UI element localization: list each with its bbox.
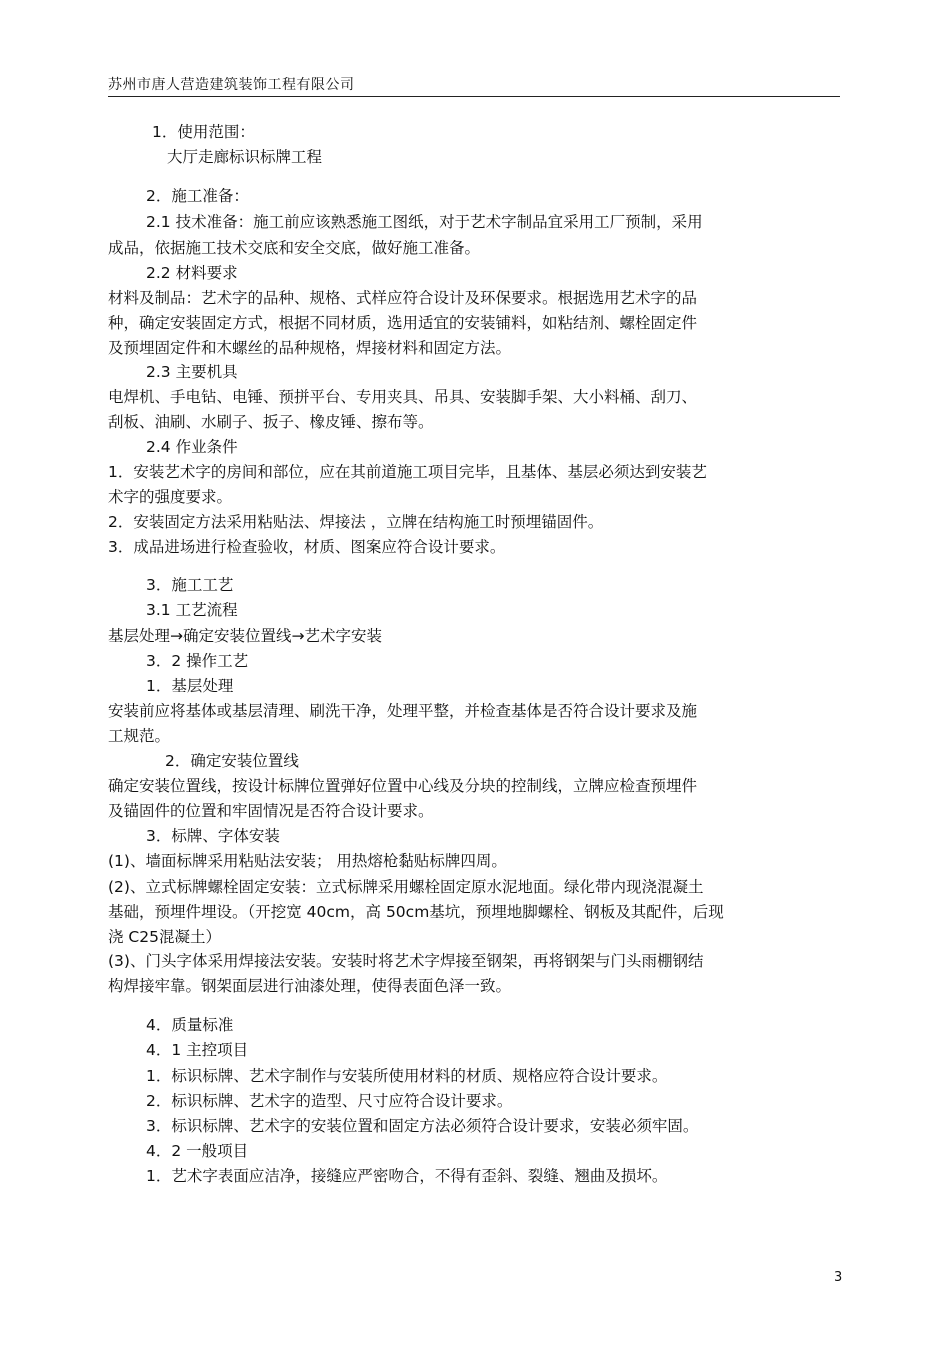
section-heading: 4．质量标准 xyxy=(146,1016,234,1034)
company-name: 苏州市唐人营造建筑装饰工程有限公司 xyxy=(108,77,355,93)
list-item: 1．标识标牌、艺术字制作与安装所使用材料的材质、规格应符合设计要求。 xyxy=(146,1067,668,1085)
paragraph-line: 基层处理→确定安装位置线→艺术字安装 xyxy=(108,627,382,645)
paragraph-line: 大厅走廊标识标牌工程 xyxy=(167,148,323,166)
list-item: 1．艺术字表面应洁净，接缝应严密吻合，不得有歪斜、裂缝、翘曲及损坏。 xyxy=(146,1167,668,1185)
list-item: 3．标识标牌、艺术字的安装位置和固定方法必须符合设计要求，安装必须牢固。 xyxy=(146,1117,699,1135)
subsection-heading: 2.2 材料要求 xyxy=(146,264,238,282)
paragraph-line: 基础，预埋件埋设。（开挖宽 40cm，高 50cm基坑，预埋地脚螺栓、钢板及其配件，后现 xyxy=(108,903,724,921)
section-heading: 2．施工准备： xyxy=(146,187,249,205)
paragraph-line: 及预埋固定件和木螺丝的品种规格，焊接材料和固定方法。 xyxy=(108,339,512,357)
section-heading: 3．施工工艺 xyxy=(146,576,234,594)
item-heading: 1．基层处理 xyxy=(146,677,234,695)
paragraph-line: 构焊接牢靠。钢架面层进行油漆处理，使得表面色泽一致。 xyxy=(108,977,512,995)
paragraph-line: 1．安装艺术字的房间和部位，应在其前道施工项目完毕，且基体、基层必须达到安装艺 xyxy=(108,463,707,481)
paragraph-line: 2．安装固定方法采用粘贴法、焊接法 ，立牌在结构施工时预埋锚固件。 xyxy=(108,513,604,531)
section-heading: 1．使用范围： xyxy=(152,123,255,141)
subsection-heading: 3．2 操作工艺 xyxy=(146,652,249,670)
subsection-heading: 2.3 主要机具 xyxy=(146,363,238,381)
paragraph-line: 材料及制品：艺术字的品种、规格、式样应符合设计及环保要求。根据选用艺术字的品 xyxy=(108,289,698,307)
list-item: 2．标识标牌、艺术字的造型、尺寸应符合设计要求。 xyxy=(146,1092,513,1110)
page-header xyxy=(108,76,840,97)
paragraph-line: 电焊机、手电钻、电锤、预拼平台、专用夹具、吊具、安装脚手架、大小料桶、刮刀、 xyxy=(108,388,698,406)
paragraph-line: 确定安装位置线，按设计标牌位置弹好位置中心线及分块的控制线，立牌应检查预埋件 xyxy=(108,777,698,795)
page-number: 3 xyxy=(834,1270,843,1285)
paragraph-line: 浇 C25混凝土） xyxy=(108,928,221,946)
item-heading: 2．确定安装位置线 xyxy=(165,752,299,770)
paragraph-line: 安装前应将基体或基层清理、刷洗干净，处理平整，并检查基体是否符合设计要求及施 xyxy=(108,702,698,720)
paragraph-line: (1)、墙面标牌采用粘贴法安装； 用热熔枪黏贴标牌四周。 xyxy=(108,852,507,870)
paragraph-line: 2.1 技术准备：施工前应该熟悉施工图纸，对于艺术字制品宜采用工厂预制，采用 xyxy=(146,213,703,231)
paragraph-line: 种，确定安装固定方式，根据不同材质，选用适宜的安装铺料，如粘结剂、螺栓固定件 xyxy=(108,314,698,332)
paragraph-line: 刮板、油刷、水刷子、扳子、橡皮锤、擦布等。 xyxy=(108,413,434,431)
subsection-heading: 4．1 主控项目 xyxy=(146,1041,249,1059)
paragraph-line: (2)、立式标牌螺栓固定安装：立式标牌采用螺栓固定原水泥地面。绿化带内现浇混凝土 xyxy=(108,878,704,896)
paragraph-line: 工规范。 xyxy=(108,727,171,745)
subsection-heading: 4．2 一般项目 xyxy=(146,1142,249,1160)
paragraph-line: 及锚固件的位置和牢固情况是否符合设计要求。 xyxy=(108,802,434,820)
paragraph-line: 术字的强度要求。 xyxy=(108,488,233,506)
item-heading: 3．标牌、字体安装 xyxy=(146,827,280,845)
paragraph-line: (3)、门头字体采用焊接法安装。安装时将艺术字焊接至钢架，再将钢架与门头雨棚钢结 xyxy=(108,952,704,970)
paragraph-line: 3．成品进场进行检查验收，材质、图案应符合设计要求。 xyxy=(108,538,506,556)
subsection-heading: 2.4 作业条件 xyxy=(146,438,238,456)
paragraph-line: 成品，依据施工技术交底和安全交底，做好施工准备。 xyxy=(108,239,481,257)
subsection-heading: 3.1 工艺流程 xyxy=(146,601,238,619)
